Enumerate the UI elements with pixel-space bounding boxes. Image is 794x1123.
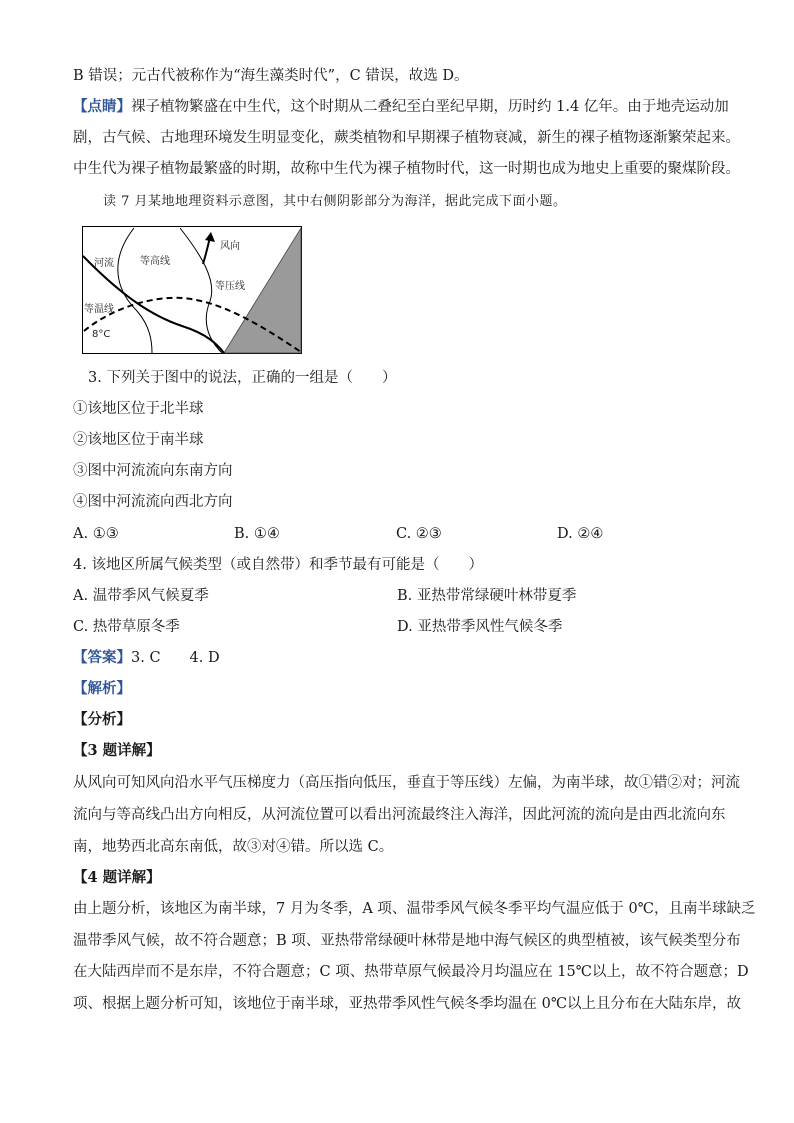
q3-statement-1: ①该地区位于北半球 [73,401,204,417]
temperature-label: 8°C [92,329,111,340]
q4-detail-line: 在大陆西岸而不是东岸，不符合题意；C 项、热带草原气候最冷月均温应在 15℃以上，故不符合题意；D [73,964,749,980]
answer-text: 3. C 4. D [131,650,220,666]
contour-label: 等高线 [140,256,170,267]
q3-statement-3: ③图中河流流向东南方向 [73,463,233,479]
text-line [73,97,729,117]
answer-line [73,648,220,668]
q4-option-c: C. 热带草原冬季 [73,619,180,635]
dianjing-tag: 【点睛】 [73,98,131,115]
dianjing-text: 裸子植物繁盛在中生代，这个时期从二叠纪至白垩纪早期，历时约 1.4 亿年。由于地壳运动加 [131,99,729,115]
q4-option-a: A. 温带季风气候夏季 [73,588,209,604]
q4-option-b: B. 亚热带常绿硬叶林带夏季 [397,588,577,604]
q3-detail-line: 流向与等高线凸出方向相反，从河流位置可以看出河流最终注入海洋，因此河流的流向是由西北流向东 [73,807,726,823]
jiexi-heading: 【解析】 [73,680,131,697]
q3-detail-title: 【3 题详解】 [73,742,161,759]
q3-statement-2: ②该地区位于南半球 [73,432,204,448]
fenxi-heading: 【分析】 [73,711,131,728]
answer-tag: 【答案】 [73,649,131,666]
wind-label: 风向 [220,241,240,252]
isobar-label: 等压线 [215,281,245,292]
q3-stem: 3. 下列关于图中的说法，正确的一组是（ ） [88,370,397,386]
q3-statement-4: ④图中河流流向西北方向 [73,494,233,510]
q4-detail-line: 由上题分析，该地区为南半球，7 月为冬季，A 项、温带季风气候冬季平均气温应低于 0℃，且南半球缺乏 [73,901,756,917]
q4-stem: 4. 该地区所属气候类型（或自然带）和季节最有可能是（ ） [73,557,483,573]
q3-detail-line: 南，地势西北高东南低，故③对④错。所以选 C。 [73,839,394,855]
q3-detail-line: 从风向可知风向沿水平气压梯度力（高压指向低压，垂直于等压线）左偏，为南半球，故①错②对；河流 [73,775,740,791]
text-line: B 错误；元古代被称作为“海生藻类时代”，C 错误，故选 D。 [73,68,469,84]
q4-detail-line: 温带季风气候，故不符合题意；B 项、亚热带常绿硬叶林带是地中海气候区的典型植被，该气候类型分布 [73,933,741,949]
q3-option-d: D. ②④ [557,526,604,542]
q4-option-d: D. 亚热带季风性气候冬季 [397,619,563,635]
river-label: 河流 [94,258,114,269]
material-intro: 读 7 月某地地理资料示意图，其中右侧阴影部分为海洋，据此完成下面小题。 [103,194,567,209]
q3-option-a: A. ①③ [73,526,119,542]
geography-diagram [82,226,304,358]
text-line: 中生代为裸子植物最繁盛的时期，故称中生代为裸子植物时代，这一时期也成为地史上重要的聚煤阶段。 [73,161,740,177]
q3-option-b: B. ①④ [234,526,280,542]
isotherm-label: 等温线 [84,304,114,315]
q4-detail-title: 【4 题详解】 [73,869,161,886]
q3-option-c: C. ②③ [396,526,442,542]
text-line: 剧，古气候、古地理环境发生明显变化，蕨类植物和早期裸子植物衰减，新生的裸子植物逐渐繁荣起来。 [73,130,740,146]
q4-detail-line: 项、根据上题分析可知，该地位于南半球，亚热带季风性气候冬季均温在 0℃以上且分布在大陆东岸，故 [73,996,742,1012]
